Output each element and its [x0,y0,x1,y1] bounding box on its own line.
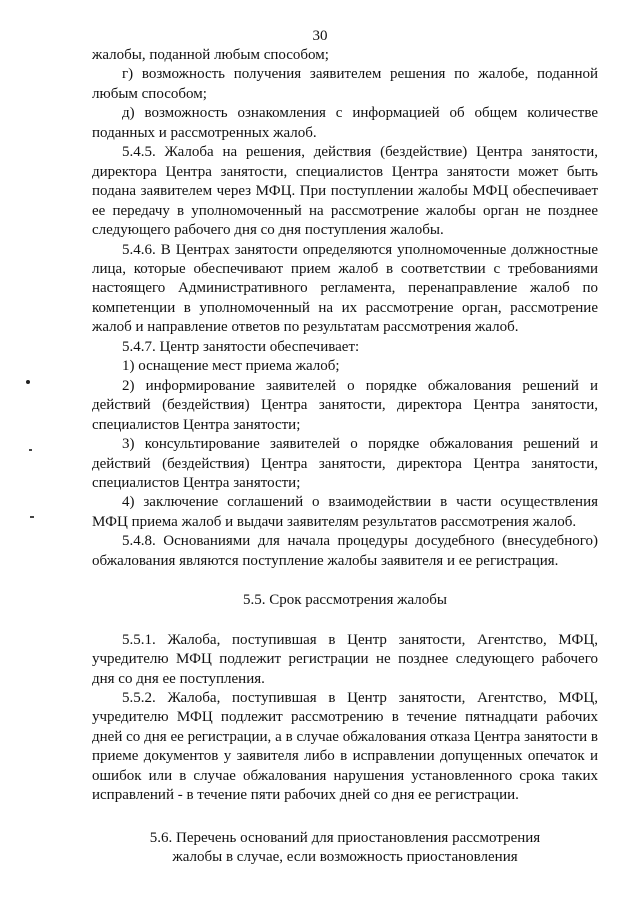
document-body [92,46,598,868]
scan-mark [26,380,30,384]
section-5-6-heading [92,829,598,868]
scan-mark [30,516,34,518]
paragraph-0: жалобы, поданной любым способом; [92,47,329,63]
paragraph-5-5-1: 5.5.1. Жалоба, поступившая в Центр занятости, Агентство, МФЦ, учредителю МФЦ подлежит регистрации не позднее следующего рабочего дня со дня ее поступления. [92,631,598,687]
list-item-2: 2) информирование заявителей о порядке обжалования решений и действий (бездействия) Центра занятости, директора Центра занятости, специалистов Центра занятости; [92,377,598,433]
paragraph-5-4-8: 5.4.8. Основаниями для начала процедуры досудебного (внесудебного) обжалования являются поступление жалобы заявителя и ее регистрация. [92,533,598,569]
list-item-3: 3) консультирование заявителей о порядке обжалования решений и действий (бездействия) Центра занятости, директора Центра занятости, специалистов Центра занятости; [92,436,598,491]
paragraph-5-4-7: 5.4.7. Центр занятости обеспечивает: [122,338,360,355]
paragraph-5-4-6: 5.4.6. В Центрах занятости определяются уполномоченные должностные лица, которые обеспечивают прием жалоб в соответствии с требованиями настоящего Административного регламента, перенаправление жалоб по компетенции в уполномоченный на их рассмотрение орган, рассмотрение жалоб и направление ответов по результатам рассмотрения жалоб. [92,241,598,336]
section-5-6-heading-line2: жалобы в случае, если возможность приостановления [172,849,518,866]
page-number: 30 [312,28,328,44]
section-5-6-heading-line1: 5.6. Перечень оснований для приостановления рассмотрения [149,829,541,846]
list-item-4: 4) заключение соглашений о взаимодействии в части осуществления МФЦ приема жалоб и выдачи заявителям результатов рассмотрения жалоб. [92,494,598,530]
paragraph-5-4-5: 5.4.5. Жалоба на решения, действия (бездействие) Центра занятости, директора Центра занятости, специалистов Центра занятости может быть подана заявителем через МФЦ. При поступлении жалобы МФЦ обеспечивает ее передачу в уполномоченный на рассмотрение жалобы орган не позднее следующего рабочего дня со дня поступления жалобы. [92,144,598,239]
scan-mark [29,449,32,451]
paragraph-g: г) возможность получения заявителем решения по жалобе, поданной любым способом; [92,66,598,102]
list-item-1: 1) оснащение мест приема жалоб; [122,358,340,375]
section-5-5-heading: 5.5. Срок рассмотрения жалобы [242,592,447,609]
paragraph-d: д) возможность ознакомления с информацией об общем количестве поданных и рассмотренных жалоб. [92,105,598,141]
paragraph-5-5-2: 5.5.2. Жалоба, поступившая в Центр занятости, Агентство, МФЦ, учредителю МФЦ подлежит рассмотрению в течение пятнадцати рабочих дней со дня ее регистрации, а в случае обжалования отказа Центра занятости в приеме документов у заявителя либо в исправлении допущенных опечаток и ошибок или в случае обжалования нарушения установленного срока таких исправлений - в течение пяти рабочих дней со дня ее регистрации. [92,690,598,804]
